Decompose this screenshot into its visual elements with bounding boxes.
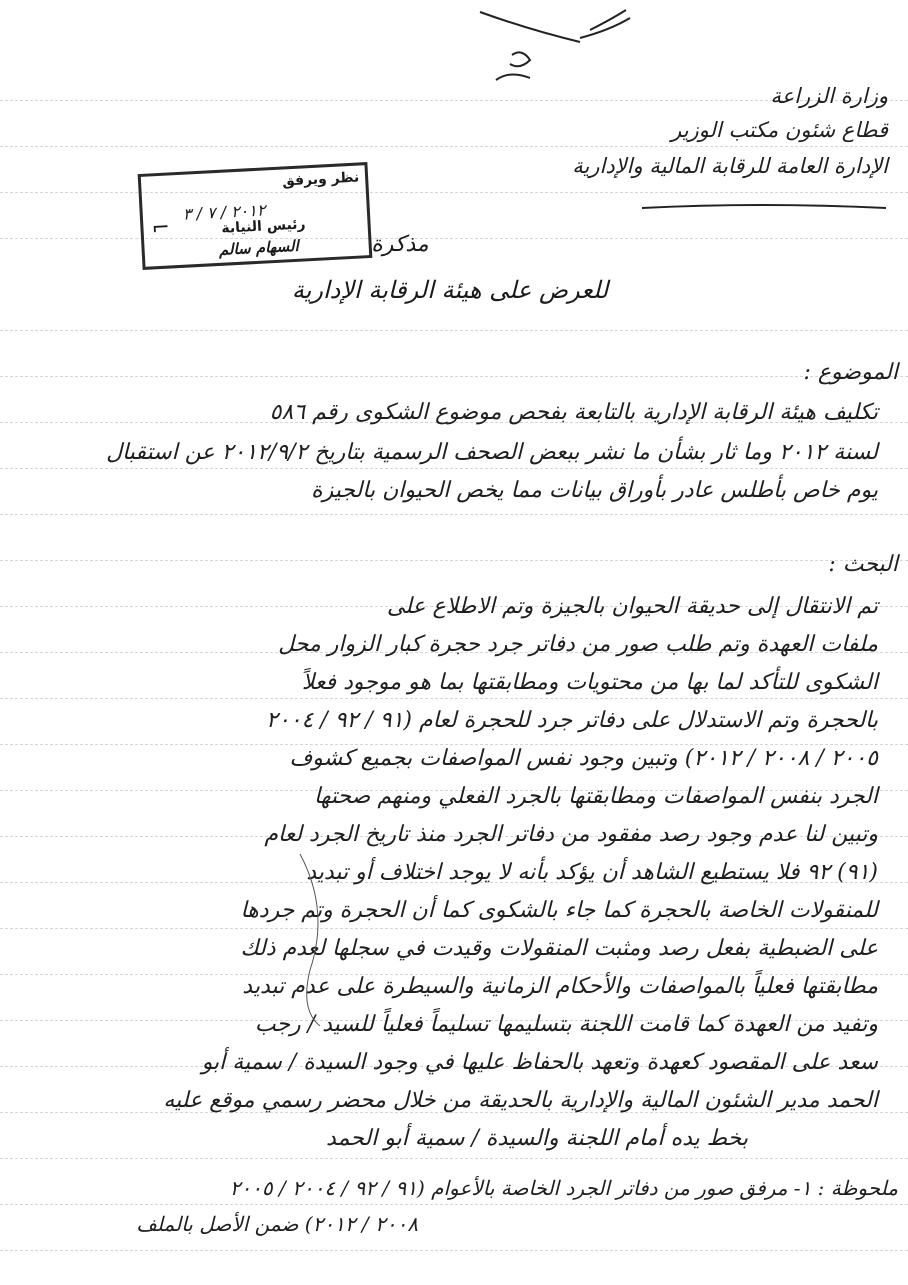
ruled-line bbox=[0, 468, 908, 469]
findings-line: سعد على المقصود كعهدة وتعهد بالحفاظ عليها في وجود السيدة / سمية أبو bbox=[201, 1050, 878, 1075]
memo-subtitle: للعرض على هيئة الرقابة الإدارية bbox=[291, 276, 609, 304]
findings-line: بالحجرة وتم الاستدلال على دفاتر جرد للحجرة لعام (٩١ / ٩٢ / ٢٠٠٤ bbox=[266, 708, 878, 733]
stamp-name: السهام سالم bbox=[218, 236, 300, 259]
findings-line: بخط يده أمام اللجنة والسيدة / سمية أبو الحمد bbox=[326, 1126, 748, 1151]
findings-line: وتبين لنا عدم وجود رصد مفقود من دفاتر الجرد منذ تاريخ الجرد لعام bbox=[264, 822, 878, 847]
ruled-line bbox=[0, 698, 908, 699]
ruled-line bbox=[0, 744, 908, 745]
stamp-initial-mark: ⌐ bbox=[150, 215, 171, 242]
findings-line: ٢٠٠٥ / ٢٠٠٨ / ٢٠١٢) وتبين وجود نفس المواصفات بجميع كشوف bbox=[289, 746, 878, 771]
sector-name: قطاع شئون مكتب الوزير bbox=[671, 118, 888, 142]
signature-scribble bbox=[470, 0, 650, 90]
ruled-line bbox=[0, 1250, 908, 1251]
ruled-line bbox=[0, 146, 908, 147]
stamp-title: نظر ويرفق bbox=[281, 169, 360, 190]
ruled-line bbox=[0, 330, 908, 331]
ministry-name: وزارة الزراعة bbox=[770, 84, 888, 108]
ruled-line bbox=[0, 192, 908, 193]
findings-line: تم الانتقال إلى حديقة الحيوان بالجيزة وتم الاطلاع على bbox=[386, 594, 878, 619]
memo-title: مذكرة bbox=[371, 232, 429, 257]
ruled-line bbox=[0, 1204, 908, 1205]
ruled-line bbox=[0, 560, 908, 561]
findings-line: وتفيد من العهدة كما قامت اللجنة بتسليمها تسليماً فعلياً للسيد / رجب bbox=[254, 1012, 878, 1037]
findings-label: البحث : bbox=[828, 552, 898, 577]
ruled-line bbox=[0, 928, 908, 929]
note-line: ملحوظة : ١- مرفق صور من دفاتر الجرد الخاصة بالأعوام (٩١ / ٩٢ / ٢٠٠٤ / ٢٠٠٥ bbox=[229, 1176, 898, 1200]
subject-line: يوم خاص بأطلس عادر بأوراق بيانات مما يخص الحيوان بالجيزة bbox=[311, 478, 878, 503]
findings-line: مطابقتها فعلياً بالمواصفات والأحكام الزمانية والسيطرة على عدم تبديد bbox=[242, 974, 878, 999]
ruled-line bbox=[0, 514, 908, 515]
subject-line: تكليف هيئة الرقابة الإدارية بالتابعة بفحص موضوع الشكوى رقم ٥٨٦ bbox=[269, 400, 878, 425]
margin-stroke bbox=[290, 850, 350, 1030]
ruled-line bbox=[0, 376, 908, 377]
note-line: ٢٠٠٨ / ٢٠١٢) ضمن الأصل بالملف bbox=[136, 1212, 418, 1236]
findings-line: على الضبطية بفعل رصد ومثبت المنقولات وقيدت في سجلها لعدم ذلك bbox=[240, 936, 878, 961]
findings-line: للمنقولات الخاصة بالحجرة كما جاء بالشكوى كما أن الحجرة وتم جردها bbox=[240, 898, 878, 923]
ruled-line bbox=[0, 1158, 908, 1159]
findings-line: ملفات العهدة وتم طلب صور من دفاتر جرد حجرة كبار الزوار محل bbox=[278, 632, 878, 657]
subject-line: لسنة ٢٠١٢ وما ثار بشأن ما نشر ببعض الصحف الرسمية بتاريخ ٢٠١٢/٩/٢ عن استقبال bbox=[106, 440, 878, 465]
findings-line: الشكوى للتأكد لما بها من محتويات ومطابقتها بما هو موجود فعلاً bbox=[301, 670, 878, 695]
findings-line: (٩١) ٩٢ فلا يستطيع الشاهد أن يؤكد بأنه لا يوجد اختلاف أو تبديد bbox=[306, 860, 878, 885]
findings-line: الجرد بنفس المواصفات ومطابقتها بالجرد الفعلي ومنهم صحتها bbox=[313, 784, 878, 809]
department-name: الإدارة العامة للرقابة المالية والإدارية bbox=[572, 154, 888, 178]
findings-line: الحمد مدير الشئون المالية والإدارية بالحديقة من خلال محضر رسمي موقع عليه bbox=[163, 1088, 878, 1113]
stamp-role: رئيس النيابة bbox=[221, 216, 306, 237]
subject-label: الموضوع : bbox=[803, 360, 898, 385]
header-underline bbox=[640, 196, 890, 216]
stamp-date: ٢٠١٢ / ٧ / ٣ bbox=[182, 200, 266, 224]
